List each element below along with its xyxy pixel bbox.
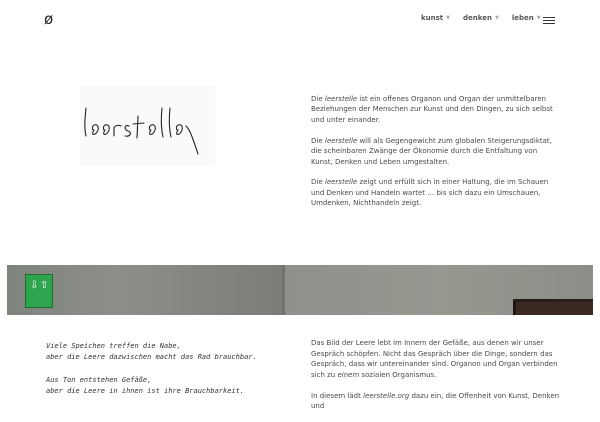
nav-label: leben bbox=[511, 14, 534, 22]
body-text bbox=[311, 338, 563, 422]
site-header bbox=[0, 0, 600, 45]
intro-paragraph: Die leerstelle ist ein offenes Organon und Organ der unmittelbaren Beziehungen der Menschen zur Kunst und den Dingen, zu sich selbst und unter einander. bbox=[311, 95, 553, 124]
nav-item-kunst[interactable] bbox=[421, 14, 450, 22]
quote-stanza: Aus Ton entstehen Gefäße, aber die Leere in ihnen ist ihre Brauchbarkeit. bbox=[46, 375, 245, 395]
chevron-down-icon: ▼ bbox=[494, 15, 499, 21]
nav-item-leben[interactable] bbox=[512, 14, 541, 22]
exit-sign-icon: ⇩ ⇧ bbox=[25, 274, 53, 308]
doorway bbox=[513, 299, 593, 315]
body-paragraph: Das Bild der Leere lebt im Innern der Gefäße, aus denen wir unser Gespräch schöpfen. Nicht das Gespräch über die Dinge, sondern das Gespräch, dass wir untereinander sind. Organon und Organ verbinden sich zu einem sozialen Organismus. bbox=[311, 339, 558, 379]
intro-paragraph: Die leerstelle will als Gegengewicht zum globalen Steigerungsdiktat, die scheinbaren Zwänge der Ökonomie durch die Entfaltung von Kunst, Denken und Leben umgestalten. bbox=[311, 136, 552, 166]
nav-item-denken[interactable] bbox=[463, 14, 499, 22]
intro-text bbox=[311, 94, 556, 219]
banner-photo bbox=[7, 265, 593, 315]
brand-wordmark-image bbox=[80, 86, 215, 166]
intro-paragraph: Die leerstelle zeigt und erfüllt sich in einer Haltung, die im Schauen und Denken und Handeln wartet … bis sich dazu ein Umschauen, Umdenken, Nichthandeln zeigt. bbox=[311, 178, 549, 208]
leerstelle-wordmark-icon bbox=[80, 86, 215, 166]
site-logo[interactable]: ø bbox=[44, 10, 54, 28]
quote-stanza: Viele Speichen treffen die Nabe, aber die Leere dazwischen macht das Rad brauchbar. bbox=[46, 342, 257, 361]
nav-label: kunst bbox=[421, 14, 444, 22]
body-paragraph: In diesem lädt leerstelle.org dazu ein, die Offenheit von Kunst, Denken und bbox=[311, 391, 560, 410]
tao-quote bbox=[46, 341, 296, 409]
main-nav bbox=[421, 14, 554, 22]
chevron-down-icon: ▼ bbox=[446, 15, 450, 21]
hamburger-menu-icon[interactable] bbox=[543, 17, 555, 25]
nav-label: denken bbox=[463, 14, 492, 22]
chevron-down-icon: ▼ bbox=[536, 15, 541, 21]
